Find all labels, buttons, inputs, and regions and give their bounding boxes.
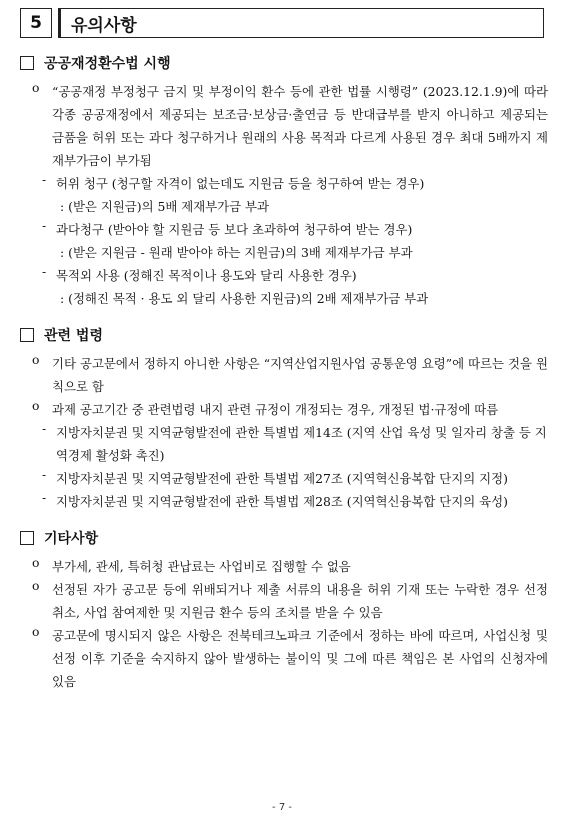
- list-item-text: 기타 공고문에서 정하지 아니한 사항은 “지역산업지원사업 공통운영 요령”에 따르는 것을 원칙으로 함: [52, 356, 548, 394]
- sub-list-item-text: 목적외 사용 (정해진 목적이나 용도와 달리 사용한 경우): [56, 268, 357, 283]
- section-heading-text: 관련 법령: [44, 328, 103, 344]
- document-body: [20, 50, 548, 699]
- section-number: 5: [20, 8, 52, 38]
- list-item-text: 과제 공고기간 중 관련법령 내지 관련 규정이 개정되는 경우, 개정된 법·규정에 따름: [52, 402, 499, 417]
- circle-bullet-icon: o: [32, 398, 40, 413]
- sub-list-note: : (받은 지원금 - 원래 받아야 하는 지원금)의 3배 제재부가금 부과: [60, 245, 413, 260]
- sub-list-note: : (받은 지원금)의 5배 제재부가금 부과: [60, 199, 269, 214]
- dash-bullet-icon: -: [42, 467, 47, 482]
- dash-bullet-icon: -: [42, 172, 47, 187]
- list-item: [20, 578, 548, 624]
- dash-bullet-icon: -: [42, 421, 47, 436]
- section-header: [20, 8, 544, 38]
- section-heading-text: 기타사항: [44, 531, 99, 547]
- list-item-text: 선정된 자가 공고문 등에 위배되거나 제출 서류의 내용을 허위 기재 또는 누락한 경우 선정 취소, 사업 참여제한 및 지원금 환수 등의 조치를 받을 수 있음: [52, 582, 548, 620]
- list-item: [20, 80, 548, 172]
- sub-list-item-text: 과다청구 (받아야 할 지원금 등 보다 초과하여 청구하여 받는 경우): [56, 222, 413, 237]
- dash-bullet-icon: -: [42, 490, 47, 505]
- sub-list-item: [42, 490, 548, 513]
- list-item: [20, 555, 548, 578]
- sub-list-item: [42, 467, 548, 490]
- list-item: [20, 624, 548, 693]
- sub-list-item: [42, 172, 548, 195]
- circle-bullet-icon: o: [32, 555, 40, 570]
- section-heading: [20, 50, 548, 76]
- sub-list-item-text: 지방자치분권 및 지역균형발전에 관한 특별법 제28조 (지역혁신융복합 단지의 육성): [56, 494, 508, 509]
- section-title: 유의사항: [58, 8, 544, 38]
- dash-bullet-icon: -: [42, 264, 47, 279]
- square-bullet-icon: [20, 56, 34, 70]
- sub-list-item-text: 허위 청구 (청구할 자격이 없는데도 지원금 등을 청구하여 받는 경우): [56, 176, 425, 191]
- square-bullet-icon: [20, 531, 34, 545]
- circle-bullet-icon: o: [32, 578, 40, 593]
- list-item-text: “공공재정 부정청구 금지 및 부정이익 환수 등에 관한 법률 시행령” (2023.12.1.9)에 따라 각종 공공재정에서 제공되는 보조금·보상금·출연금 등 반대급부를 받지 아니하고 제공되는 금품을 허위 또는 과다 청구하거나 원래의 사용 목적과 다르게 사용된 경우 최대 5배까지 제재부가금이 부가됨: [52, 84, 548, 168]
- sub-list-item-text: 지방자치분권 및 지역균형발전에 관한 특별법 제14조 (지역 산업 육성 및 일자리 창출 등 지역경제 활성화 촉진): [56, 425, 547, 463]
- circle-bullet-icon: o: [32, 80, 40, 95]
- circle-bullet-icon: o: [32, 624, 40, 639]
- list-item-text: 부가세, 관세, 특허청 관납료는 사업비로 집행할 수 없음: [52, 559, 351, 574]
- sub-list-item-text: 지방자치분권 및 지역균형발전에 관한 특별법 제27조 (지역혁신융복합 단지의 지정): [56, 471, 508, 486]
- square-bullet-icon: [20, 328, 34, 342]
- page-number: - 7 -: [272, 802, 292, 813]
- sub-list-note: : (정해진 목적 · 용도 외 달리 사용한 지원금)의 2배 제재부가금 부과: [60, 291, 429, 306]
- list-item: [20, 352, 548, 398]
- section-heading-text: 공공재정환수법 시행: [44, 56, 171, 72]
- sub-list-item: [42, 421, 548, 467]
- list-item-text: 공고문에 명시되지 않은 사항은 전북테크노파크 기준에서 정하는 바에 따르며, 사업신청 및 선정 이후 기준을 숙지하지 않아 발생하는 불이익 및 그에 따른 책임은 본 사업의 신청자에 있음: [52, 628, 548, 689]
- dash-bullet-icon: -: [42, 218, 47, 233]
- circle-bullet-icon: o: [32, 352, 40, 367]
- section-heading: [20, 525, 548, 551]
- sub-list-item: [42, 264, 548, 287]
- sub-list-item: [42, 218, 548, 241]
- section-heading: [20, 322, 548, 348]
- list-item: [20, 398, 548, 421]
